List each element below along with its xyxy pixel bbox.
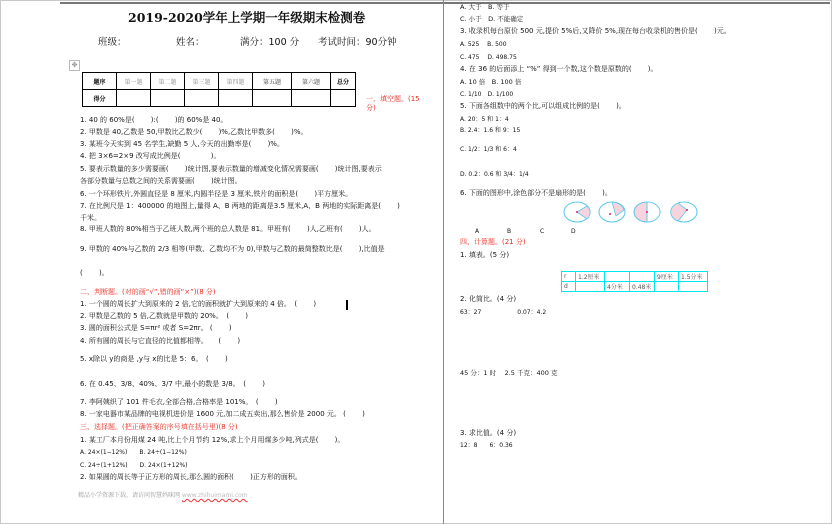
fill-cell: r (562, 272, 576, 282)
question: 1. 一个圆的周长扩大到原来的 2 倍,它的面积就扩大到原来的 4 倍。 ( ) (80, 300, 317, 308)
options: D. 0.2：0.6 和 3/4：1/4 (460, 171, 529, 178)
sector-figures (560, 198, 705, 228)
section1-title: 一、填空题。(15 (366, 95, 420, 103)
options: A. 525 B. 500 (460, 41, 507, 48)
question: 8. 甲班人数的 80%相当于乙班人数,两个班的总人数是 81。甲班有( )人,乙班有( )人。 (80, 225, 376, 233)
column-divider (443, 0, 444, 524)
score-cell[interactable] (185, 90, 219, 107)
figure-label-d: D (571, 228, 576, 235)
question: 5. 要表示数量的多少需要画( )统计图,要表示数量的增减变化情况需要画( )统计图,要表示 (80, 165, 382, 173)
ratio-value-items: 12：8 6：0.36 (460, 442, 513, 449)
fill-table (561, 271, 708, 292)
score-table (82, 72, 356, 107)
fill-cell[interactable] (679, 282, 708, 292)
options: C. 1/10 D. 1/100 (460, 91, 514, 98)
fill-cell[interactable] (630, 272, 655, 282)
exam-time: 考试时间：90分钟 (318, 37, 397, 48)
footer (78, 490, 248, 499)
full-score: 满分：100 分 (240, 37, 300, 48)
score-header: 题序 (83, 73, 117, 90)
question: 5. x除以 y的商是 ,y与 x的比是 5：6。 ( ) (80, 355, 228, 363)
section3-title: 三、选择题。(把正确答案的序号填在括号里)(8 分) (80, 423, 238, 431)
score-cell[interactable] (151, 90, 185, 107)
question: 4. 所有圆的周长与它直径的比值都相等。 ( ) (80, 337, 241, 345)
fill-cell[interactable] (605, 272, 630, 282)
score-header: 第五题 (253, 73, 292, 90)
figure-label-a: A (475, 228, 480, 235)
question: 3. 某班今天实到 45 名学生,缺勤 5 人,今天的出勤率是( )%。 (80, 140, 284, 148)
options: A. 24×(1−12%) B. 24÷(1−12%) (80, 449, 187, 456)
options: A. 大于 B. 等于 (460, 3, 510, 11)
question: 千米。 (80, 214, 101, 222)
fill-cell: 1.5分米 (679, 272, 708, 282)
text-cursor (346, 300, 348, 310)
question: 6. 在 0.45、3/8、40%、3/7 中,最小的数是 3/8。 ( ) (80, 380, 265, 388)
question: 4. 在 36 的后面添上 “%” 得到一个数,这个数是原数的( )。 (460, 65, 658, 73)
ratio-items: 63：27 0.07：4.2 (460, 309, 547, 316)
page-title: 2019-2020学年上学期一年级期末检测卷 (128, 10, 366, 25)
question: 1. 填表。(5 分) (460, 251, 510, 259)
score-header: 第二题 (151, 73, 185, 90)
question: 1. 某工厂本月份用煤 24 吨,比上个月节约 12%,求上个月用煤多少吨,列式是( )。 (80, 436, 345, 444)
score-cell[interactable] (331, 90, 356, 107)
section2-title: 二、判断题。(对的画“√”,错的画“×”)(8 分) (80, 288, 216, 296)
question: 7. 李阿姨织了 101 件毛衣,全部合格,合格率是 101%。 ( ) (80, 398, 278, 406)
fill-cell[interactable] (576, 282, 605, 292)
fill-cell: 9厘米 (655, 272, 679, 282)
footer-link[interactable]: www.zhihuimami.com (181, 492, 248, 499)
question: 2. 如果圆的周长等于正方形的周长,那么圆的面积( )正方形的面积。 (80, 473, 302, 481)
question: 1. 40 的 60%是( ):( )的 60%是 40。 (80, 116, 228, 124)
score-header: 第一题 (117, 73, 151, 90)
options: B. 2.4：1.6 和 9：15 (460, 127, 521, 134)
options: C. 24÷(1+12%) D. 24×(1+12%) (80, 462, 188, 469)
table-move-handle-icon[interactable]: ✥ (69, 60, 80, 71)
question: 各部分数量与总数之间的关系需要画( )统计图。 (80, 177, 242, 185)
question: 2. 甲数是乙数的 5 倍,乙数就是甲数的 20%。 ( ) (80, 312, 249, 320)
fill-cell: 0.48米 (630, 282, 655, 292)
name-field: 姓名： (176, 37, 205, 48)
section1-title-cont: 分) (366, 104, 376, 112)
fill-cell: 4分米 (605, 282, 630, 292)
question: 6. 下面的图形中,涂色部分不是扇形的是( )。 (460, 189, 612, 197)
figure-a (564, 202, 590, 222)
question: 2. 甲数是 40,乙数是 50,甲数比乙数少( )%,乙数比甲数多( )%。 (80, 128, 308, 136)
class-field: 班级： (98, 37, 127, 48)
fill-cell[interactable] (655, 282, 679, 292)
question: 9. 甲数的 40%与乙数的 2/3 相等(甲数、乙数均不为 0),甲数与乙数的最简整数比是( ),比值是 (80, 245, 385, 253)
question: 2. 化简比。(4 分) (460, 295, 517, 303)
question: 6. 一个环形铁片,外圆直径是 8 厘米,内圆半径是 3 厘米,铁片的面积是( )平方厘米。 (80, 190, 353, 198)
footer-text: 精品小学资源下载，请访问智慧妈咪网 (78, 492, 182, 499)
figure-d (671, 202, 697, 222)
score-cell[interactable] (117, 90, 151, 107)
score-header: 总分 (331, 73, 356, 90)
score-header: 第四题 (219, 73, 253, 90)
question: 3. 收录机每台原价 500 元,提价 5%后,又降价 5%,现在每台收录机的售价是( )元。 (460, 27, 731, 35)
options: C. 475 D. 498.75 (460, 54, 517, 61)
question: 3. 圆的面积公式是 S=πr² 或者 S=2πr。 ( ) (80, 324, 232, 332)
score-cell[interactable] (253, 90, 292, 107)
question: 7. 在比例尺是 1：400000 的地图上,量得 A、B 两地的距离是3.5 厘米,A、B 两地的实际距离是( ) (80, 202, 400, 210)
options: A. 20：5 和 1：4 (460, 116, 509, 123)
fill-cell: d (562, 282, 576, 292)
figure-label-b: B (507, 228, 512, 235)
ratio-items: 45 分：1 时 2.5 千克：400 克 (460, 369, 558, 377)
score-cell[interactable] (219, 90, 253, 107)
question: 5. 下面各组数中的两个比,可以组成比例的是( )。 (460, 102, 626, 110)
options: A. 10 倍 B. 100 倍 (460, 78, 522, 86)
fill-cell: 1.2厘米 (576, 272, 605, 282)
options: C. 1/2：1/3 和 6：4 (460, 146, 517, 153)
figure-b (599, 202, 625, 222)
score-cell[interactable] (292, 90, 331, 107)
section4-title: 四、计算题。(21 分) (460, 238, 526, 246)
options: C. 小于 D. 不能确定 (460, 15, 524, 23)
score-header: 第六题 (292, 73, 331, 90)
question: 8. 一家电器市某品牌的电视机进价是 1600 元,加二成五卖出,那么售价是 2000 元。 ( ) (80, 410, 365, 418)
question: 4. 把 3×6=2×9 改写成比例是( )。 (80, 152, 221, 160)
question: ( )。 (80, 269, 109, 277)
score-header: 第三题 (185, 73, 219, 90)
figure-c (634, 202, 660, 222)
page-top-edge (60, 2, 830, 4)
figure-label-c: C (540, 228, 545, 235)
score-row-label: 得分 (83, 90, 117, 107)
question: 3. 求比值。(4 分) (460, 429, 517, 437)
